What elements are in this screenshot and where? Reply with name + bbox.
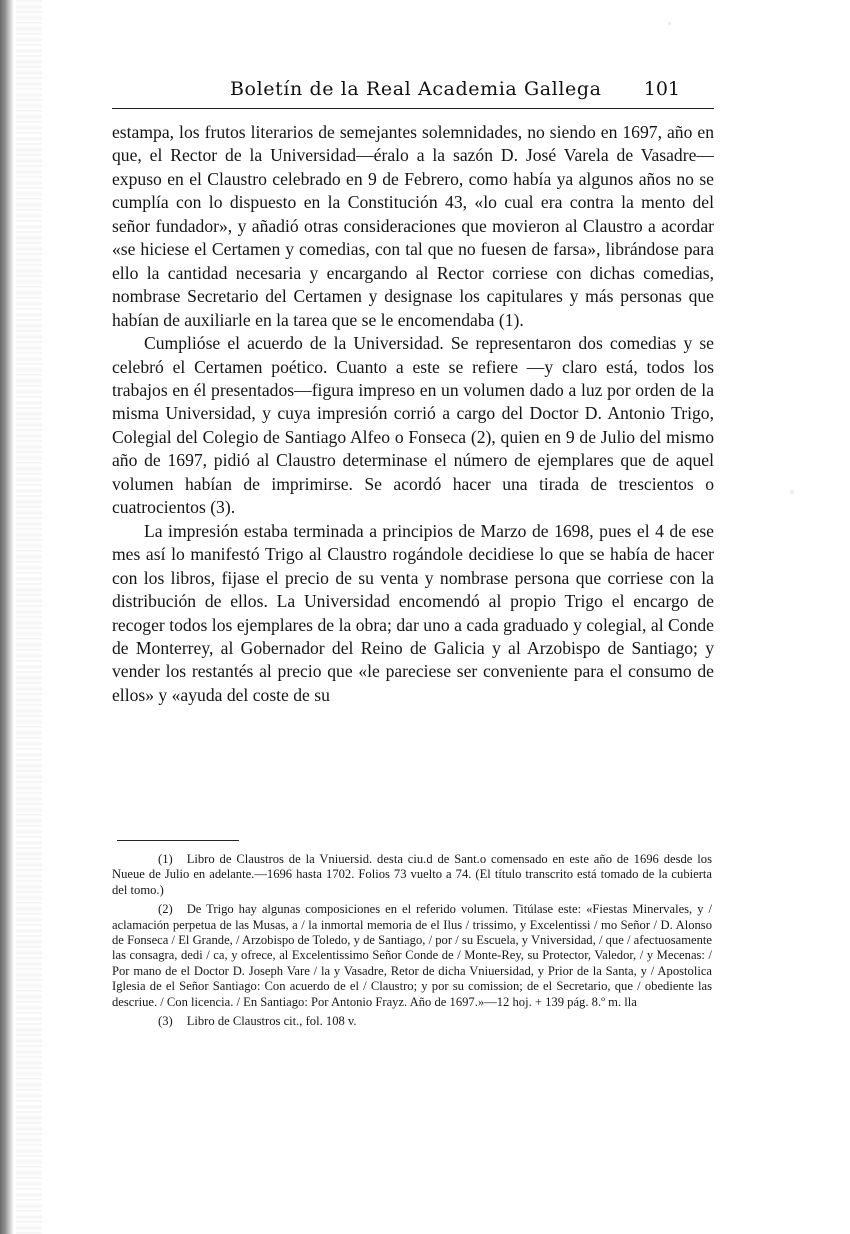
page-binding-edge — [0, 0, 14, 1234]
paragraph: La impresión estaba terminada a principios de Marzo de 1698, pues el 4 de ese mes así lo manifestó Trigo al Claustro rogándole decidiese lo que se había de hacer con los libros, fijase el precio de su venta y nombrase persona que corriese con la distribución de ellos. La Universidad encomendó al propio Trigo el encargo de recoger todos los ejemplares de la obra; dar uno a cada graduado y colegial, al Conde de Monterrey, al Gobernador del Reino de Galicia y al Arzobispo de Santiago; y vender los restantés al precio que «le pareciese ser conveniente para el consumo de ellos» y «ayuda del coste de su — [112, 520, 714, 705]
paragraph: estampa, los frutos literarios de semejantes solemnidades, no siendo en 1697, año en que, el Rector de la Universidad—éralo a la sazón D. José Varela de Vasadre—expuso en el Claustro celebrado en 9 de Febrero, como había ya algunos años no se cumplía con lo dispuesto en la Constitución 43, «lo cual era contra la mento del señor fundador», y añadió otras consideraciones que movieron al Claustro a acordar «se hiciese el Certamen y comedias, con tal que no fuesen de farsa», librándose para ello la cantidad necesaria y encargando al Rector corriese con dichas comedias, nombrase Secretario del Certamen y designase los capitulares y más personas que habían de auxiliarle en la tarea que se le encomendaba (1). — [112, 122, 714, 330]
footnote — [112, 1014, 712, 1029]
running-header — [112, 74, 714, 108]
journal-title: Boletín de la Real Academia Gallega — [230, 78, 602, 100]
paper-speck — [668, 22, 671, 25]
page-number: 101 — [643, 78, 680, 100]
footnote-number: (1) — [158, 852, 173, 866]
footnote-number: (2) — [158, 902, 173, 917]
header-rule — [112, 108, 714, 109]
footnotes — [112, 852, 712, 1033]
footnote-number: (3) — [158, 1014, 173, 1029]
footnote-text: De Trigo hay algunas composiciones en el referido volumen. Titúlase este: «Fiestas Minervales, y / aclamación perpetua de las Musas, a / la inmortal memoria de el Ilus / trissimo, y Excelentissi / mo Señor / D. Alonso de Fonseca / El Grande, / Arzobispo de Toledo, y de Santiago, / por / su Escuela, y Vniversidad, / que / afectuosamente las consagra, dedi / ca, y ofrece, al Excelentissimo Señor Conde de / Monte-Rey, su Protector, Valedor, / y Mecenas: / Por mano de el Doctor D. Joseph Vare / la y Vasadre, Retor de dicha Vniuersidad, y Prior de la Santa, y / Apostolica Iglesia de el Señor Santiago: Con acuerdo de el / Claustro; y por su comission; de el Secretario, que / obediente las descriue. / Con licencia. / En Santiago: Por Antonio Frayz. Año de 1697.»—12 hoj. + 139 pág. 8.º m. lla — [112, 902, 712, 1009]
main-text — [112, 121, 714, 707]
paper-speck — [790, 490, 794, 494]
footnote-text: Libro de Claustros de la Vniuersid. desta ciu.d de Sant.o comensado en este año de 1696 desde los Nueue de Julio en adelante.—1696 hasta 1702. Folios 73 vuelto a 74. (El título transcrito está tomado de la cubierta del tomo.) — [112, 852, 712, 897]
footnote-rule — [117, 840, 239, 841]
paragraph: Cumplióse el acuerdo de la Universidad. Se representaron dos comedias y se celebró el Certamen poético. Cuanto a este se refiere —y claro está, todos los trabajos en él presentados—figura impreso en un volumen dado a luz por orden de la misma Universidad, y cuya impresión corrió a cargo del Doctor D. Antonio Trigo, Colegial del Colegio de Santiago Alfeo o Fonseca (2), quien en 9 de Julio del mismo año de 1697, pidió al Claustro determinase el número de ejemplares que de aquel volumen habían de imprimirse. Se acordó hacer una tirada de trescientos o cuatrocientos (3). — [112, 333, 714, 518]
footnote-text: Libro de Claustros cit., fol. 108 v. — [186, 1014, 357, 1029]
footnote — [112, 902, 712, 1010]
footnote — [112, 852, 712, 898]
